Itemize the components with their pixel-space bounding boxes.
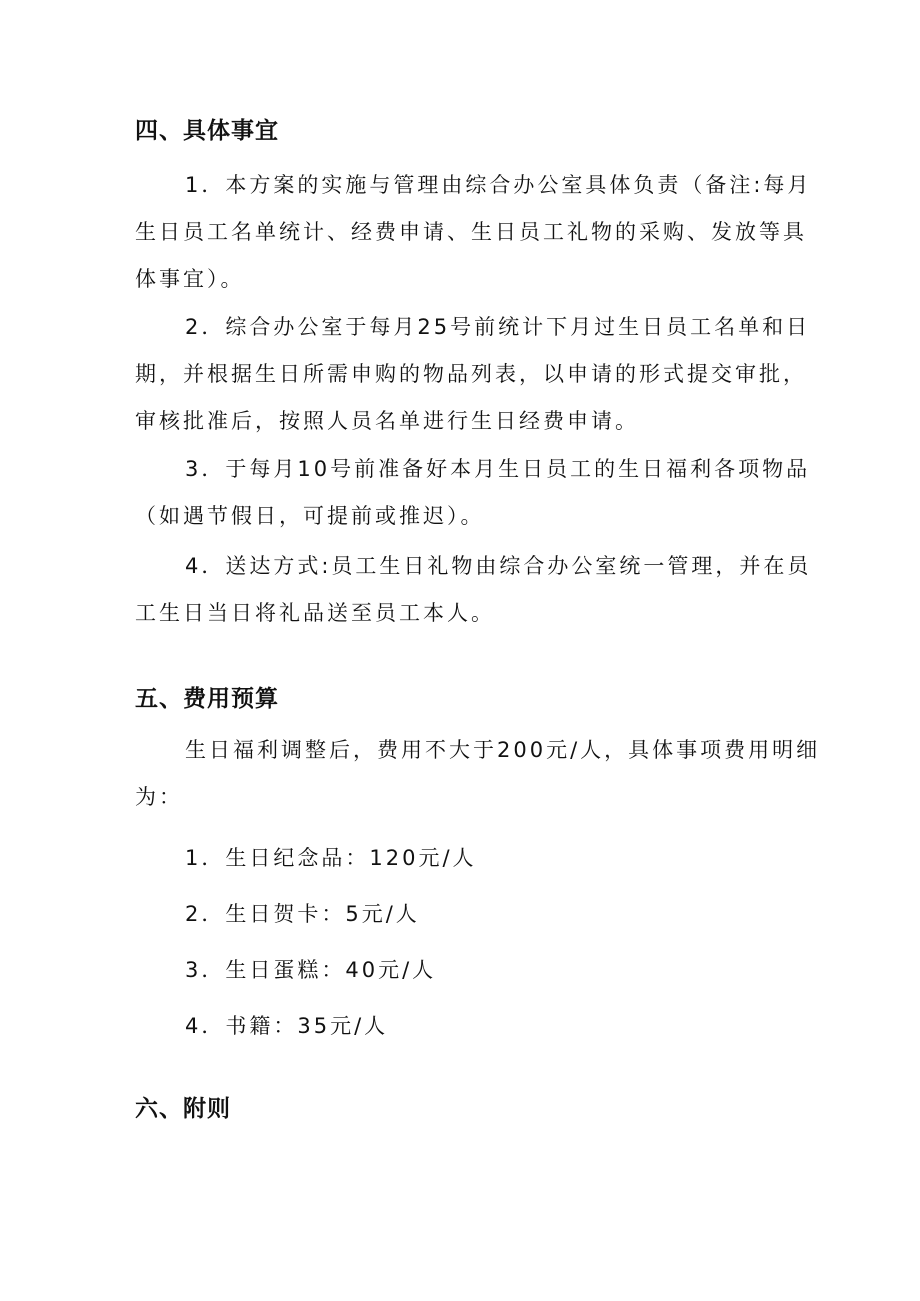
paragraph-line: 审核批准后，按照人员名单进行生日经费申请。 (135, 409, 639, 433)
paragraph-line: 工生日当日将礼品送至员工本人。 (135, 601, 495, 625)
section-heading-budget: 五、费用预算 (135, 686, 279, 712)
section-heading-supplementary: 六、附则 (135, 1096, 231, 1122)
paragraph-line: 2．综合办公室于每月25号前统计下月过生日员工名单和日 (185, 315, 811, 339)
paragraph-line: 生日福利调整后，费用不大于200元/人，具体事项费用明细 (185, 738, 821, 762)
paragraph-1 (135, 162, 812, 303)
paragraph-line: 为： (135, 785, 183, 809)
paragraph-line: 3．于每月10号前准备好本月生日员工的生日福利各项物品 (185, 457, 811, 481)
paragraph-4 (135, 543, 812, 637)
budget-intro (135, 727, 821, 821)
budget-item: 3．生日蛋糕：40元/人 (185, 958, 437, 982)
budget-item: 4．书籍：35元/人 (185, 1014, 389, 1038)
paragraph-2 (135, 304, 811, 445)
budget-item: 1．生日纪念品：120元/人 (185, 846, 477, 870)
paragraph-line: （如遇节假日，可提前或推迟）。 (135, 504, 485, 528)
paragraph-line: 1．本方案的实施与管理由综合办公室具体负责（备注:每月 (185, 173, 812, 197)
paragraph-line: 4．送达方式:员工生日礼物由综合办公室统一管理，并在员 (185, 554, 812, 578)
paragraph-line: 体事宜）。 (135, 267, 245, 291)
paragraph-3 (135, 446, 811, 540)
paragraph-line: 期，并根据生日所需申购的物品列表，以申请的形式提交审批， (135, 362, 807, 386)
paragraph-line: 生日员工名单统计、经费申请、生日员工礼物的采购、发放等具 (135, 220, 807, 244)
budget-item: 2．生日贺卡：5元/人 (185, 902, 420, 926)
section-heading-specific-matters: 四、具体事宜 (135, 118, 279, 144)
